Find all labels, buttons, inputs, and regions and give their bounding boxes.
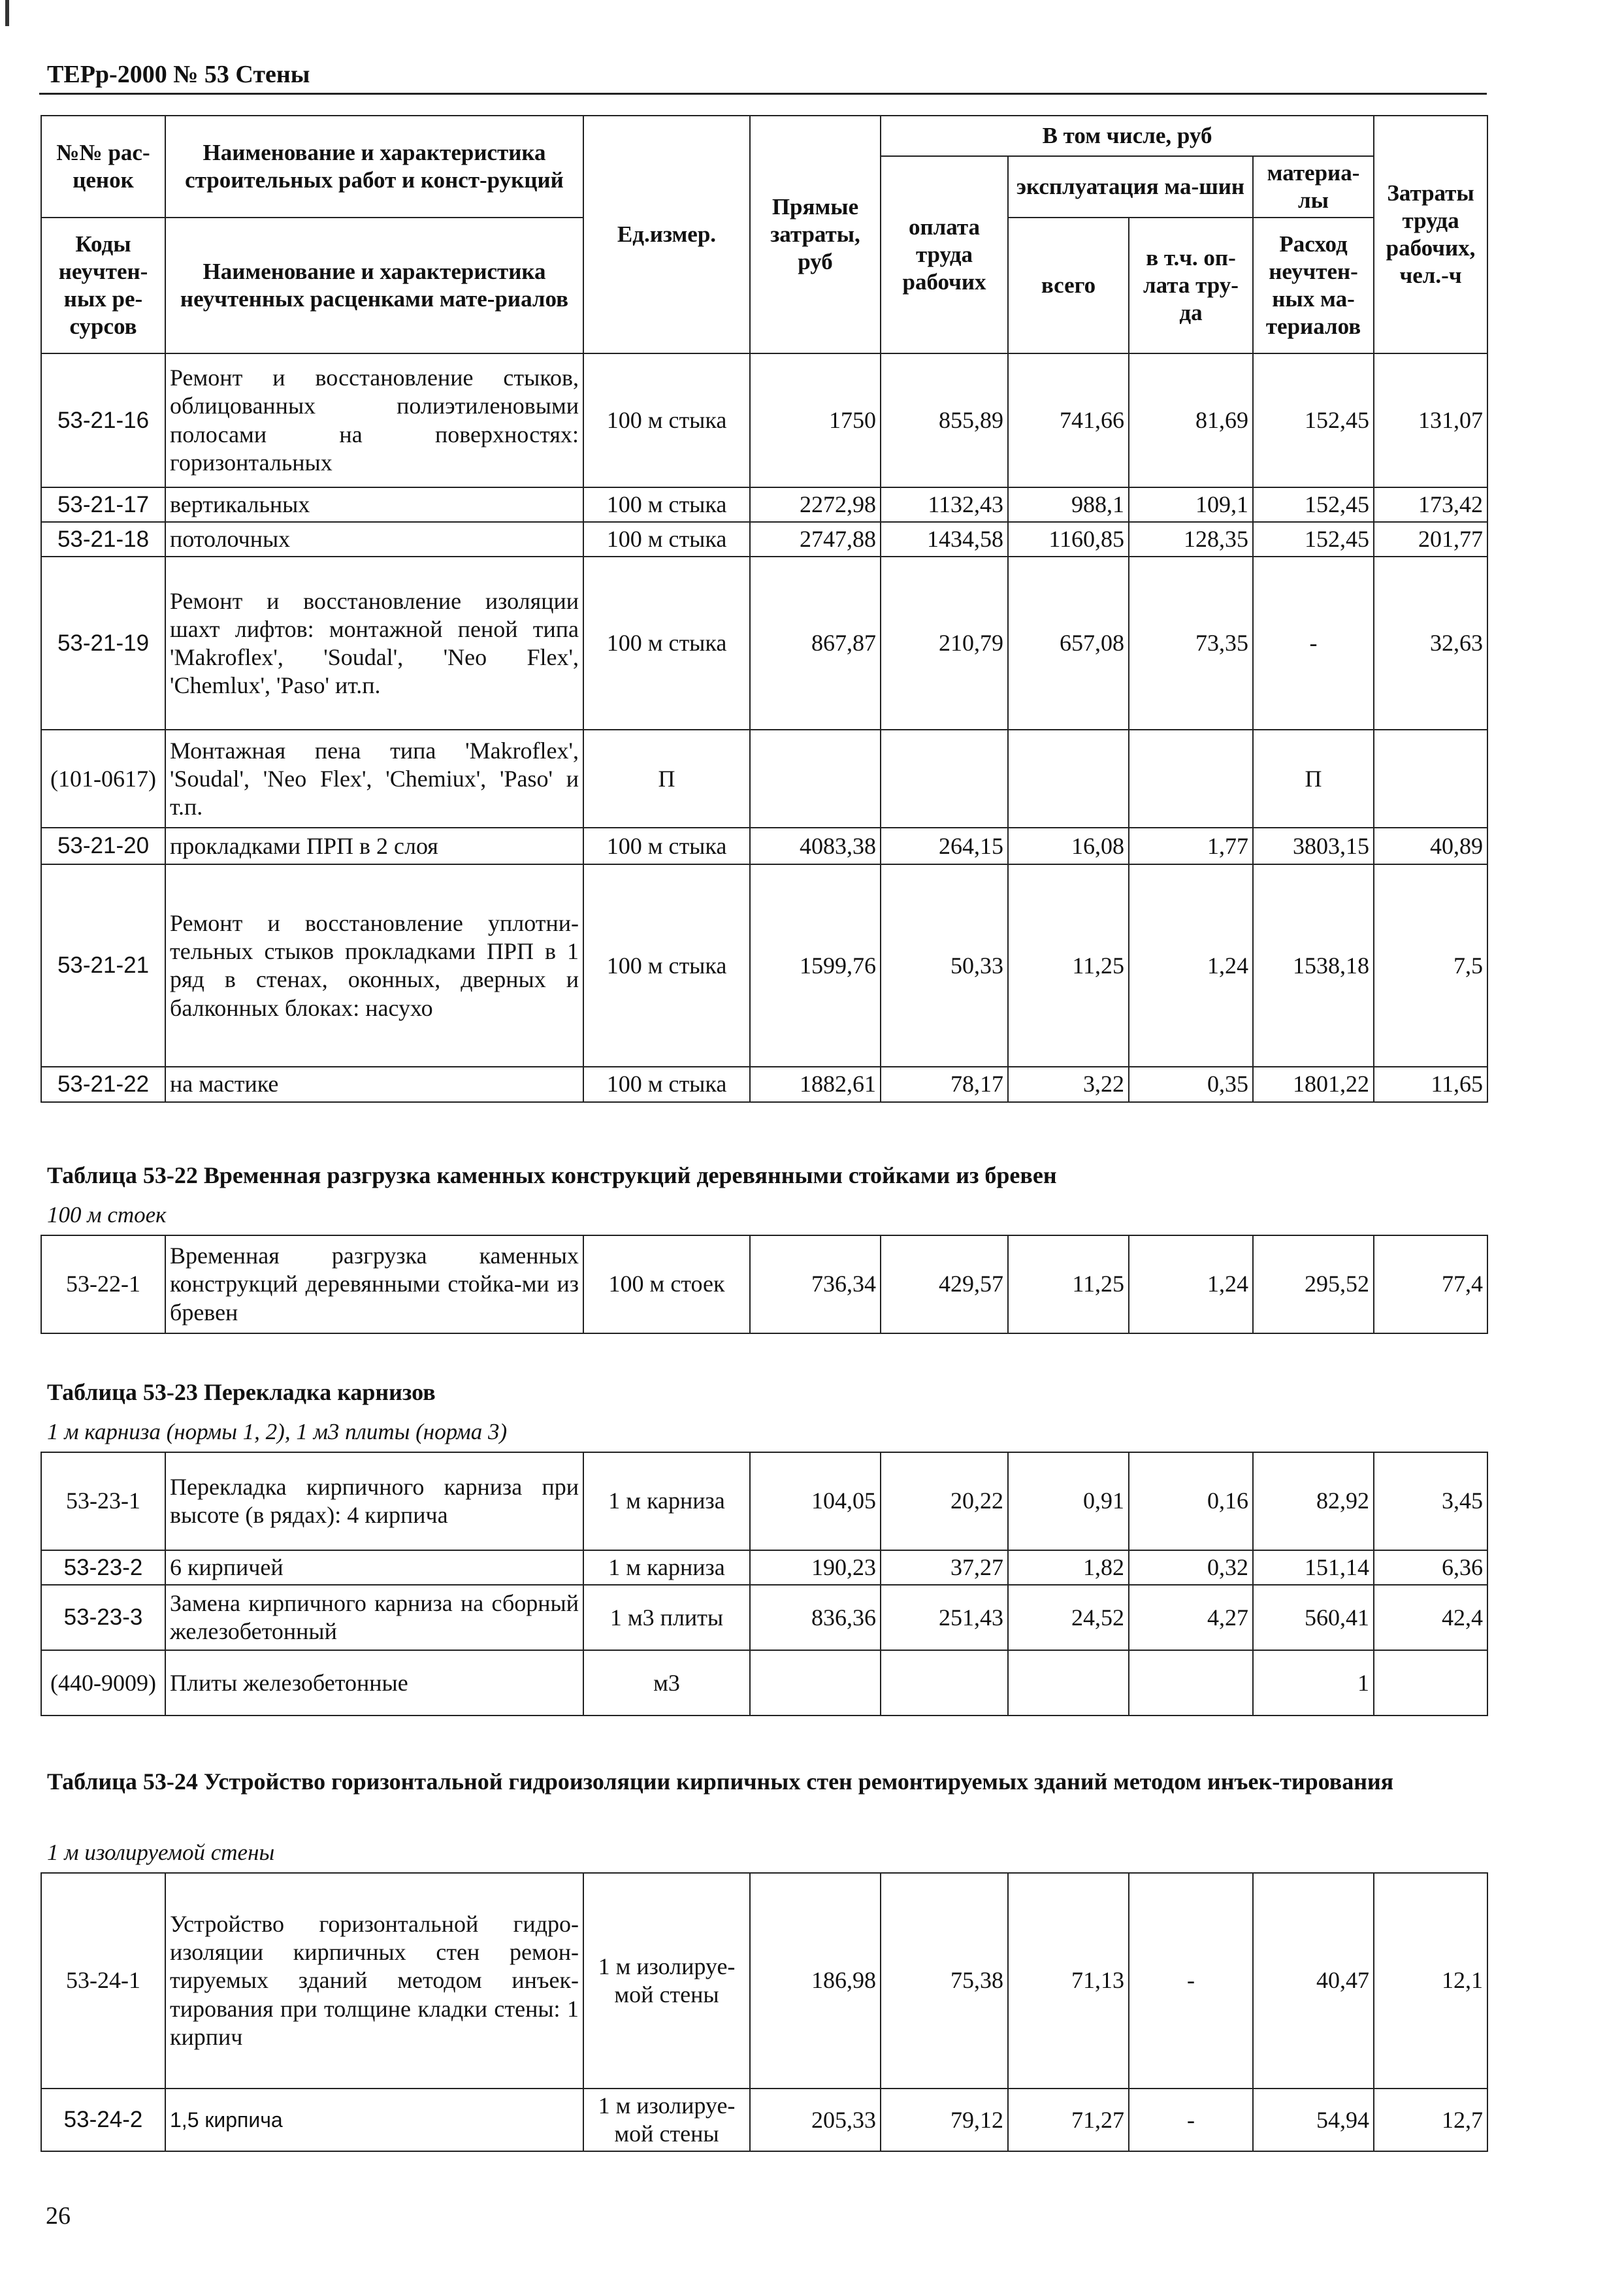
row-code: 53-23-3 bbox=[41, 1585, 165, 1650]
row-unit: 100 м стыка bbox=[583, 353, 750, 487]
row-unit: П bbox=[583, 730, 750, 828]
table-row bbox=[41, 730, 1487, 828]
row-name: Ремонт и восстановление изоляции шахт лифтов: монтажной пеной типа 'Makroflex', 'Soudal', 'Neo Flex', 'Chemlux', 'Paso' ит.п. bbox=[165, 557, 583, 730]
row-mat: 1 bbox=[1253, 1650, 1374, 1716]
row-unit: 1 м карниза bbox=[583, 1550, 750, 1585]
row-direct: 190,23 bbox=[750, 1550, 881, 1585]
row-unit: 100 м стыка bbox=[583, 487, 750, 522]
row-direct: 1599,76 bbox=[750, 864, 881, 1067]
table-53-22 bbox=[41, 1235, 1488, 1334]
table-row bbox=[41, 487, 1487, 522]
row-name: Ремонт и восстановление уплотни-тельных стыков прокладками ПРП в 1 ряд в стенах, оконных, дверных и балконных блоках: насухо bbox=[165, 864, 583, 1067]
row-mach: 657,08 bbox=[1008, 557, 1129, 730]
row-name: Ремонт и восстановление стыков, облицованных полиэтиленовыми полосами на поверхностях: горизонтальных bbox=[165, 353, 583, 487]
row-labor bbox=[1374, 730, 1487, 828]
row-labor: 12,1 bbox=[1374, 1873, 1487, 2089]
row-direct: 104,05 bbox=[750, 1452, 881, 1550]
row-labor bbox=[1374, 1650, 1487, 1716]
row-name: на мастике bbox=[165, 1067, 583, 1101]
row-mach-pay: 81,69 bbox=[1129, 353, 1253, 487]
row-mach-pay: 109,1 bbox=[1129, 487, 1253, 522]
row-mach-pay: - bbox=[1129, 1873, 1253, 2089]
row-mat: 40,47 bbox=[1253, 1873, 1374, 2089]
row-labor: 77,4 bbox=[1374, 1235, 1487, 1333]
row-pay: 429,57 bbox=[881, 1235, 1008, 1333]
row-mach-pay: 1,24 bbox=[1129, 864, 1253, 1067]
table-53-23-unit-note: 1 м карниза (нормы 1, 2), 1 м3 плиты (норма 3) bbox=[47, 1419, 508, 1444]
table-53-24 bbox=[41, 1872, 1488, 2152]
row-labor: 6,36 bbox=[1374, 1550, 1487, 1585]
row-code: 53-22-1 bbox=[41, 1235, 165, 1333]
row-mach: 11,25 bbox=[1008, 1235, 1129, 1333]
row-pay: 78,17 bbox=[881, 1067, 1008, 1101]
row-pay: 50,33 bbox=[881, 864, 1008, 1067]
row-direct: 2272,98 bbox=[750, 487, 881, 522]
row-mat: 54,94 bbox=[1253, 2089, 1374, 2151]
row-direct: 186,98 bbox=[750, 1873, 881, 2089]
row-mat: 295,52 bbox=[1253, 1235, 1374, 1333]
row-labor: 3,45 bbox=[1374, 1452, 1487, 1550]
row-mat: 560,41 bbox=[1253, 1585, 1374, 1650]
row-direct bbox=[750, 1650, 881, 1716]
header-direct-costs: Прямые затраты, руб bbox=[750, 116, 881, 353]
row-mat: 82,92 bbox=[1253, 1452, 1374, 1550]
header-materials: материа-лы bbox=[1253, 156, 1374, 218]
table-row bbox=[41, 1550, 1487, 1585]
header-unit: Ед.измер. bbox=[583, 116, 750, 353]
row-code: 53-24-2 bbox=[41, 2089, 165, 2151]
row-pay: 210,79 bbox=[881, 557, 1008, 730]
row-pay: 20,22 bbox=[881, 1452, 1008, 1550]
scan-mark bbox=[5, 0, 9, 26]
row-direct: 1882,61 bbox=[750, 1067, 881, 1101]
row-mach-pay: 0,16 bbox=[1129, 1452, 1253, 1550]
row-name: вертикальных bbox=[165, 487, 583, 522]
row-mach bbox=[1008, 730, 1129, 828]
header-work-name: Наименование и характеристика строительных работ и конст-рукций bbox=[165, 116, 583, 218]
row-pay: 75,38 bbox=[881, 1873, 1008, 2089]
row-mach: 71,13 bbox=[1008, 1873, 1129, 2089]
main-price-table bbox=[41, 115, 1488, 1103]
row-code: 53-21-19 bbox=[41, 557, 165, 730]
row-code: 53-21-22 bbox=[41, 1067, 165, 1101]
row-name: Плиты железобетонные bbox=[165, 1650, 583, 1716]
row-pay: 264,15 bbox=[881, 828, 1008, 864]
header-machines-total: всего bbox=[1008, 218, 1129, 353]
header-machines: эксплуатация ма-шин bbox=[1008, 156, 1253, 218]
row-mach: 3,22 bbox=[1008, 1067, 1129, 1101]
row-labor: 201,77 bbox=[1374, 522, 1487, 557]
row-mach: 988,1 bbox=[1008, 487, 1129, 522]
row-labor: 12,7 bbox=[1374, 2089, 1487, 2151]
row-direct: 4083,38 bbox=[750, 828, 881, 864]
table-53-24-unit-note: 1 м изолируемой стены bbox=[47, 1840, 275, 1865]
row-direct: 2747,88 bbox=[750, 522, 881, 557]
row-pay: 1132,43 bbox=[881, 487, 1008, 522]
row-direct: 1750 bbox=[750, 353, 881, 487]
row-labor: 11,65 bbox=[1374, 1067, 1487, 1101]
row-code: 53-24-1 bbox=[41, 1873, 165, 2089]
header-including: В том числе, руб bbox=[881, 116, 1374, 156]
row-name: Временная разгрузка каменных конструкций деревянными стойка-ми из бревен bbox=[165, 1235, 583, 1333]
row-labor: 131,07 bbox=[1374, 353, 1487, 487]
row-mat: 152,45 bbox=[1253, 353, 1374, 487]
row-mach-pay: - bbox=[1129, 2089, 1253, 2151]
row-labor: 7,5 bbox=[1374, 864, 1487, 1067]
row-name: 1,5 кирпича bbox=[165, 2089, 583, 2151]
table-row bbox=[41, 1067, 1487, 1101]
row-unit: 100 м стыка bbox=[583, 1067, 750, 1101]
page-number: 26 bbox=[46, 2202, 71, 2230]
row-name: Замена кирпичного карниза на сборный железобетонный bbox=[165, 1585, 583, 1650]
row-mach: 11,25 bbox=[1008, 864, 1129, 1067]
table-row bbox=[41, 1235, 1487, 1333]
row-unit: 1 м изолируе-мой стены bbox=[583, 2089, 750, 2151]
row-mach-pay: 0,35 bbox=[1129, 1067, 1253, 1101]
row-unit: 1 м изолируе-мой стены bbox=[583, 1873, 750, 2089]
row-unit: 100 м стыка bbox=[583, 864, 750, 1067]
table-53-22-title: Таблица 53-22 Временная разгрузка каменных конструкций деревянными стойками из бревен bbox=[47, 1162, 1057, 1188]
row-unit: 100 м стыка bbox=[583, 557, 750, 730]
table-53-23 bbox=[41, 1452, 1488, 1716]
row-mat: 152,45 bbox=[1253, 522, 1374, 557]
row-mach-pay bbox=[1129, 730, 1253, 828]
row-mach: 24,52 bbox=[1008, 1585, 1129, 1650]
page-header: ТЕРр-2000 № 53 Стены bbox=[47, 61, 310, 88]
table-53-23-title: Таблица 53-23 Перекладка карнизов bbox=[47, 1379, 436, 1405]
header-code: №№ рас-ценок bbox=[41, 116, 165, 218]
table-row bbox=[41, 353, 1487, 487]
row-code: 53-21-18 bbox=[41, 522, 165, 557]
row-direct: 836,36 bbox=[750, 1585, 881, 1650]
row-name: Устройство горизонтальной гидро-изоляции кирпичных стен ремон-тируемых зданий методом инъек-тирования при толщине кладки стены: 1 кирпич bbox=[165, 1873, 583, 2089]
row-mach-pay: 1,77 bbox=[1129, 828, 1253, 864]
row-mat: 1801,22 bbox=[1253, 1067, 1374, 1101]
row-mach-pay: 4,27 bbox=[1129, 1585, 1253, 1650]
table-row bbox=[41, 1650, 1487, 1716]
row-mach: 1160,85 bbox=[1008, 522, 1129, 557]
table-53-22-unit-note: 100 м стоек bbox=[47, 1202, 167, 1228]
table-row bbox=[41, 1873, 1487, 2089]
header-material-name: Наименование и характеристика неучтенных расценками мате-риалов bbox=[165, 218, 583, 353]
table-row bbox=[41, 2089, 1487, 2151]
row-mach: 71,27 bbox=[1008, 2089, 1129, 2151]
row-code: 53-23-1 bbox=[41, 1452, 165, 1550]
row-pay: 1434,58 bbox=[881, 522, 1008, 557]
row-unit: 1 м3 плиты bbox=[583, 1585, 750, 1650]
row-mach-pay: 128,35 bbox=[1129, 522, 1253, 557]
row-code: 53-21-20 bbox=[41, 828, 165, 864]
header-machines-labor: в т.ч. оп-лата тру-да bbox=[1129, 218, 1253, 353]
row-mach: 0,91 bbox=[1008, 1452, 1129, 1550]
row-mach-pay bbox=[1129, 1650, 1253, 1716]
row-name: потолочных bbox=[165, 522, 583, 557]
row-mach-pay: 1,24 bbox=[1129, 1235, 1253, 1333]
row-pay: 251,43 bbox=[881, 1585, 1008, 1650]
row-unit: 100 м стоек bbox=[583, 1235, 750, 1333]
row-direct: 736,34 bbox=[750, 1235, 881, 1333]
row-mat: - bbox=[1253, 557, 1374, 730]
row-code: 53-23-2 bbox=[41, 1550, 165, 1585]
row-name: прокладками ПРП в 2 слоя bbox=[165, 828, 583, 864]
row-mat: 152,45 bbox=[1253, 487, 1374, 522]
row-direct: 205,33 bbox=[750, 2089, 881, 2151]
header-resource-codes: Коды неучтен-ных ре-сурсов bbox=[41, 218, 165, 353]
row-name: Перекладка кирпичного карниза при высоте (в рядах): 4 кирпича bbox=[165, 1452, 583, 1550]
row-mach: 16,08 bbox=[1008, 828, 1129, 864]
row-pay: 79,12 bbox=[881, 2089, 1008, 2151]
table-row bbox=[41, 557, 1487, 730]
table-row bbox=[41, 1452, 1487, 1550]
row-code: 53-21-21 bbox=[41, 864, 165, 1067]
row-pay: 37,27 bbox=[881, 1550, 1008, 1585]
row-mach-pay: 0,32 bbox=[1129, 1550, 1253, 1585]
row-mach-pay: 73,35 bbox=[1129, 557, 1253, 730]
header-labor-pay: оплата труда рабочих bbox=[881, 156, 1008, 353]
row-labor: 173,42 bbox=[1374, 487, 1487, 522]
row-direct: 867,87 bbox=[750, 557, 881, 730]
row-unit: м3 bbox=[583, 1650, 750, 1716]
header-rule bbox=[39, 93, 1487, 95]
row-code: 53-21-17 bbox=[41, 487, 165, 522]
row-labor: 42,4 bbox=[1374, 1585, 1487, 1650]
row-mach bbox=[1008, 1650, 1129, 1716]
row-unit: 1 м карниза bbox=[583, 1452, 750, 1550]
table-53-24-title: Таблица 53-24 Устройство горизонтальной гидроизоляции кирпичных стен ремонтируемых зданий методом инъек-тирования bbox=[47, 1768, 1394, 1795]
row-mach: 741,66 bbox=[1008, 353, 1129, 487]
row-mat: 151,14 bbox=[1253, 1550, 1374, 1585]
header-labor-costs: Затраты труда рабочих, чел.-ч bbox=[1374, 116, 1487, 353]
table-row bbox=[41, 828, 1487, 864]
table-row bbox=[41, 864, 1487, 1067]
row-unit: 100 м стыка bbox=[583, 522, 750, 557]
resource-code: (440-9009) bbox=[41, 1650, 165, 1716]
row-mach: 1,82 bbox=[1008, 1550, 1129, 1585]
row-mat: 1538,18 bbox=[1253, 864, 1374, 1067]
row-labor: 32,63 bbox=[1374, 557, 1487, 730]
row-mat: П bbox=[1253, 730, 1374, 828]
row-code: 53-21-16 bbox=[41, 353, 165, 487]
row-mat: 3803,15 bbox=[1253, 828, 1374, 864]
row-name: Монтажная пена типа 'Makroflex', 'Soudal', 'Neo Flex', 'Chemiux', 'Paso' и т.п. bbox=[165, 730, 583, 828]
resource-code: (101-0617) bbox=[41, 730, 165, 828]
row-name: 6 кирпичей bbox=[165, 1550, 583, 1585]
row-pay bbox=[881, 730, 1008, 828]
row-unit: 100 м стыка bbox=[583, 828, 750, 864]
row-pay bbox=[881, 1650, 1008, 1716]
table-row bbox=[41, 1585, 1487, 1650]
header-materials-consumption: Расход неучтен-ных ма-териалов bbox=[1253, 218, 1374, 353]
table-row bbox=[41, 522, 1487, 557]
row-labor: 40,89 bbox=[1374, 828, 1487, 864]
row-direct bbox=[750, 730, 881, 828]
row-pay: 855,89 bbox=[881, 353, 1008, 487]
